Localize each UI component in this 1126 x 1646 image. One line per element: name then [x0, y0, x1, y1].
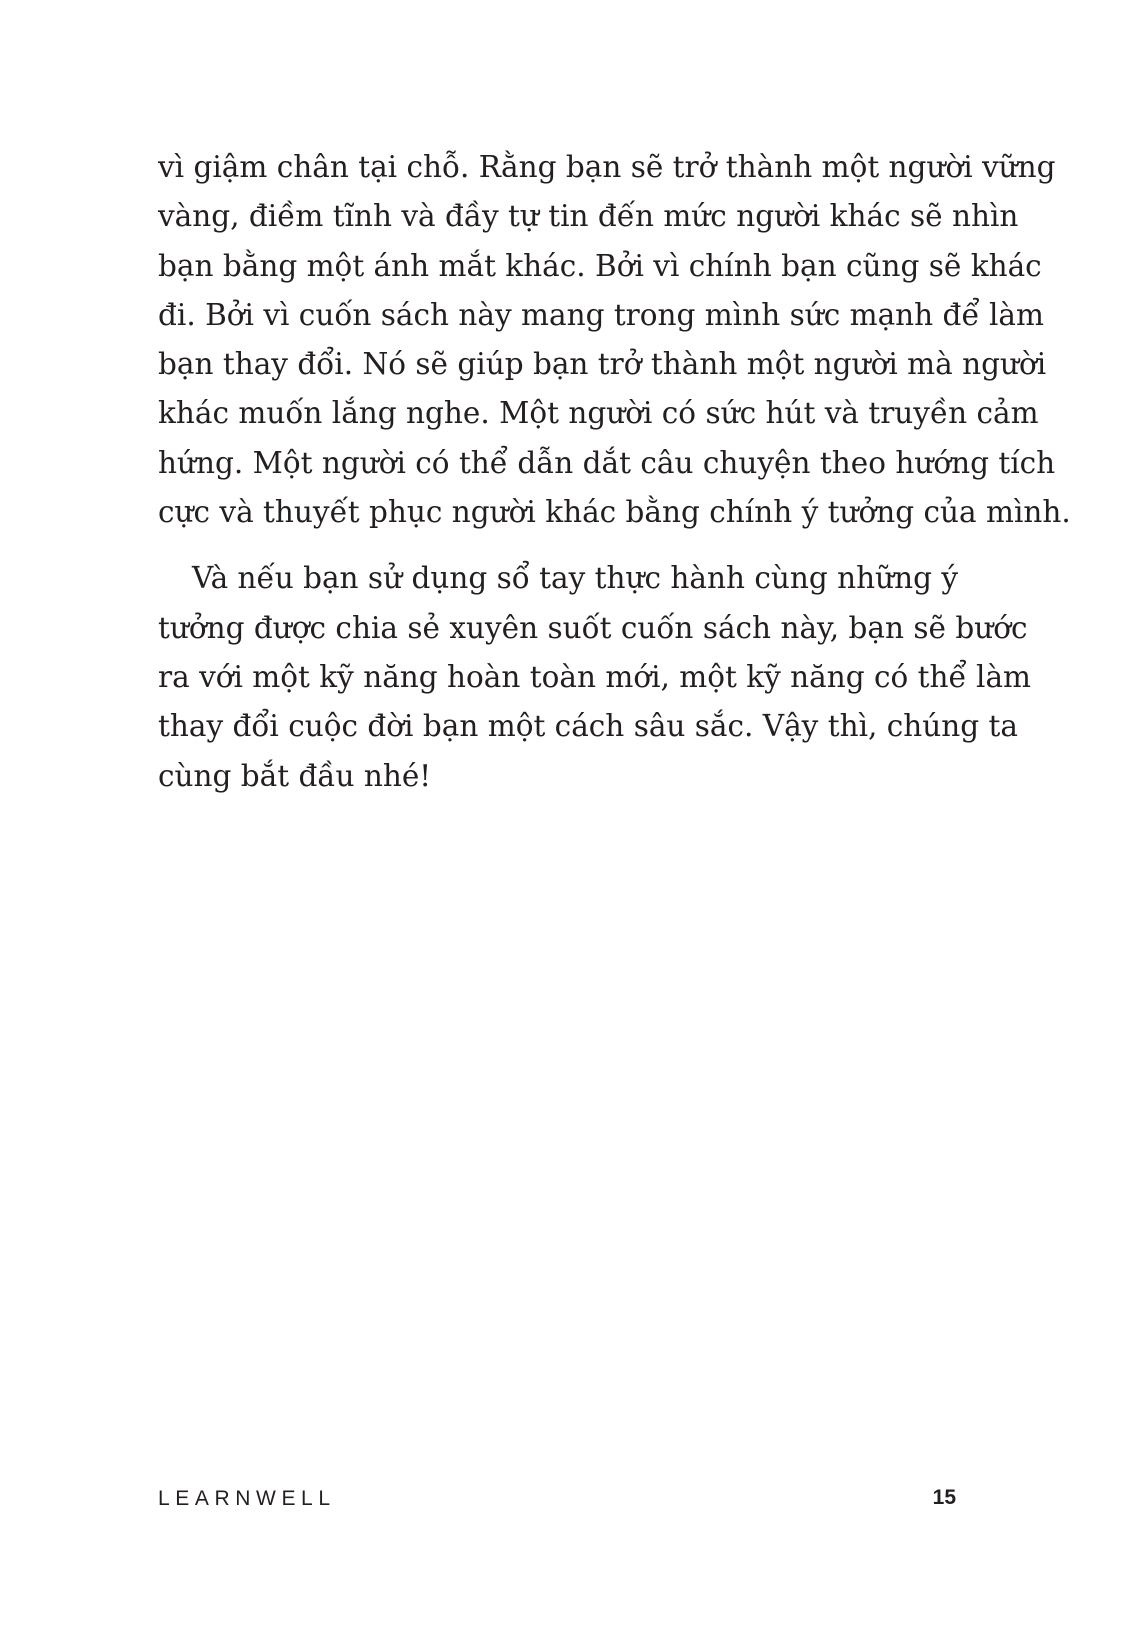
body-text — [158, 143, 1071, 801]
text-line: tưởng được chia sẻ xuyên suốt cuốn sách này, bạn sẽ bước — [158, 610, 1028, 645]
text-line: khác muốn lắng nghe. Một người có sức hút và truyền cảm — [158, 396, 1039, 431]
text-line: hứng. Một người có thể dẫn dắt câu chuyện theo hướng tích — [158, 445, 1056, 480]
page-number: 15 — [932, 1486, 956, 1509]
text-line: ra với một kỹ năng hoàn toàn mới, một kỹ năng có thể làm — [158, 659, 1032, 694]
text-line: vàng, điềm tĩnh và đầy tự tin đến mức người khác sẽ nhìn — [158, 199, 1019, 234]
text-line: thay đổi cuộc đời bạn một cách sâu sắc. Vậy thì, chúng ta — [158, 709, 1018, 744]
text-line: Và nếu bạn sử dụng sổ tay thực hành cùng những ý — [192, 561, 959, 596]
text-line: vì giậm chân tại chỗ. Rằng bạn sẽ trở thành một người vững — [158, 150, 1056, 184]
text-line: đi. Bởi vì cuốn sách này mang trong mình sức mạnh để làm — [158, 297, 1044, 332]
paragraph-2 — [158, 554, 1032, 800]
text-line: cùng bắt đầu nhé! — [158, 758, 432, 793]
text-line: bạn thay đổi. Nó sẽ giúp bạn trở thành một người mà người — [158, 347, 1047, 382]
paragraph-spacing — [158, 537, 956, 554]
text-line: cực và thuyết phục người khác bằng chính ý tưởng của mình. — [158, 495, 1071, 530]
text-line: bạn bằng một ánh mắt khác. Bởi vì chính bạn cũng sẽ khác — [158, 248, 1042, 283]
paragraph-1 — [158, 143, 1071, 537]
footer-brand: LEARNWELL — [158, 1487, 336, 1510]
